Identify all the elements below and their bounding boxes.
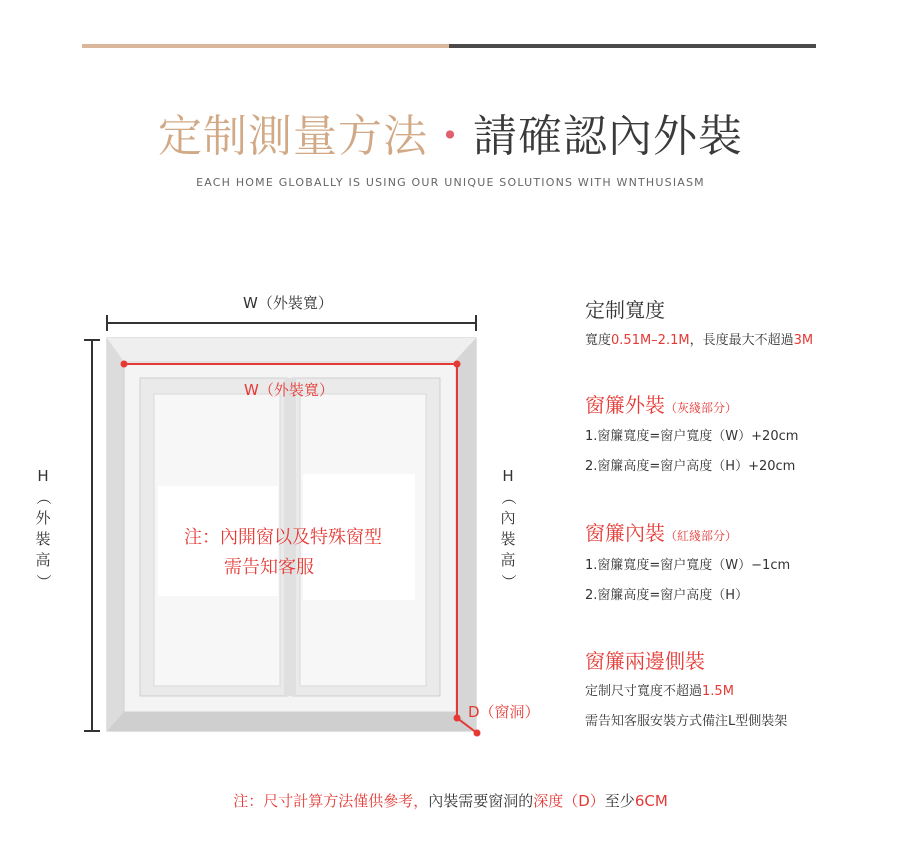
depth-label: D（窗洞）	[468, 703, 540, 721]
recess-bottom	[107, 712, 476, 731]
page-subtitle: EACH HOME GLOBALLY IS USING OUR UNIQUE SOLUTIONS WITH WNTHUSIASM	[196, 176, 705, 189]
outer-height-char: ）	[34, 573, 53, 589]
side-spec-line1	[585, 680, 734, 699]
outer-height-char: 裝	[35, 530, 51, 548]
outer-height-char: （	[34, 489, 53, 505]
footer-note-text: 注：尺寸計算方法僅供參考，	[233, 792, 429, 810]
width-spec-text: ，長度最大不超過	[689, 333, 794, 348]
inner-point-top-left	[121, 361, 128, 368]
side-spec-title: 窗簾兩邊側裝	[585, 649, 705, 673]
recess-top	[107, 338, 476, 362]
inner-height-char: H	[502, 467, 514, 485]
side-spec-line2: 需告知客服安裝方式備注L型側裝架	[585, 714, 788, 729]
inner-spec-tag: （紅綫部分）	[665, 529, 738, 543]
width-spec-text: 寬度	[585, 333, 612, 348]
inner-height-char: 內	[500, 509, 516, 527]
outer-spec-line2: 2.窗簾高度=窗户高度（H）+20cm	[585, 459, 796, 474]
inner-width-label: W（外裝寬）	[244, 381, 334, 399]
footer-note-text: 至少	[604, 792, 635, 810]
inner-height-label	[498, 466, 518, 592]
window-note-line1: 注：內開窗以及特殊窗型	[184, 527, 382, 548]
title-part1: 定制測量方法	[158, 111, 428, 162]
width-range-value: 0.51M–2.1M	[611, 333, 690, 348]
inner-spec-title-text: 窗簾內裝	[585, 521, 665, 545]
title-dot: ・	[428, 111, 473, 162]
inner-spec-line2: 2.窗簾高度=窗户高度（H）	[585, 588, 749, 603]
depth-point	[474, 730, 481, 737]
outer-spec-tag: （灰綫部分）	[665, 401, 738, 415]
outer-height-dimension	[84, 340, 100, 731]
outer-width-label: W（外裝寬）	[243, 294, 333, 312]
outer-height-char: 外	[35, 509, 51, 527]
width-spec-line	[585, 329, 813, 348]
footer-depth-value: 6CM	[634, 792, 668, 810]
outer-spec-title	[585, 389, 737, 418]
inner-height-char: （	[499, 489, 518, 505]
max-length-value: 3M	[793, 333, 814, 348]
window-note-line2: 需告知客服	[224, 557, 314, 578]
side-max-value: 1.5M	[702, 684, 734, 699]
outer-height-char: H	[37, 467, 49, 485]
outer-width-dimension	[107, 315, 476, 331]
side-spec-text: 定制尺寸寬度不超過	[585, 684, 703, 699]
width-spec-title: 定制寬度	[585, 298, 665, 322]
inner-height-char: 高	[500, 551, 516, 569]
inner-point-top-right	[454, 361, 461, 368]
footer-depth-text: 深度（D）	[533, 792, 605, 810]
outer-spec-title-text: 窗簾外裝	[585, 393, 665, 417]
footer-note-text: 內裝需要窗洞的	[428, 792, 534, 810]
footer-note	[0, 790, 901, 811]
inner-height-char: 裝	[500, 530, 516, 548]
inner-spec-line1: 1.窗簾寬度=窗户寬度（W）−1cm	[585, 558, 791, 573]
inner-point-bottom	[454, 715, 461, 722]
outer-height-char: 高	[35, 551, 51, 569]
inner-spec-title	[585, 517, 737, 546]
title-part2: 請確認內外裝	[473, 111, 743, 162]
inner-height-char: ）	[499, 573, 518, 589]
outer-spec-line1: 1.窗簾寬度=窗户寬度（W）+20cm	[585, 429, 799, 444]
outer-height-label	[33, 466, 53, 592]
recess-left	[107, 338, 124, 731]
